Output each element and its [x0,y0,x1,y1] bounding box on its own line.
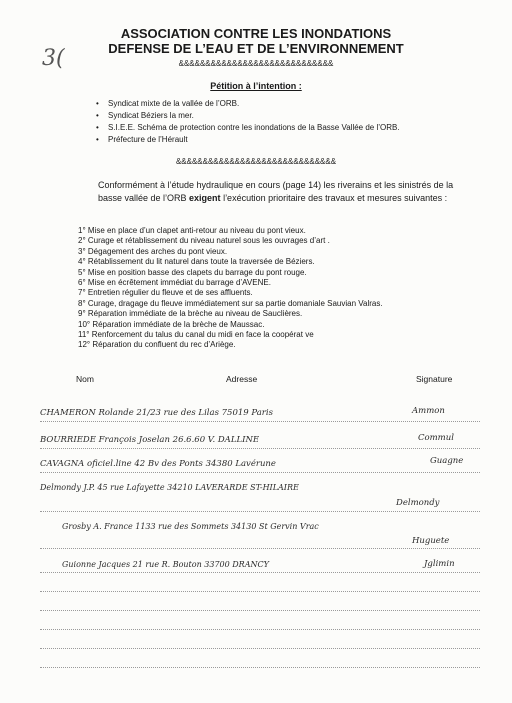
header-line-2: DEFENSE DE L’EAU ET DE L’ENVIRONNEMENT [108,41,404,56]
dotted-line [40,629,480,630]
measure-item: 8° Curage, dragage du fleuve immédiatement sur sa partie domaniale Sauvian Valras. [78,298,383,308]
signature-mark: Commul [418,433,454,443]
measure-item: 7° Entretien régulier du fleuve et de ses affluents. [78,288,253,298]
dotted-line [40,511,480,512]
signer-entry: CHAMERON Rolande 21/23 rue des Lilas 75019 Paris [40,408,273,418]
measure-item: 11° Renforcement du talus du canal du midi en face la coopérat ve [78,330,314,340]
signature-mark: Ammon [412,406,445,416]
measure-item: 9° Réparation immédiate de la brèche au niveau de Sauclières. [78,309,303,319]
measures-list [78,226,383,351]
signer-entry: CAVAGNA oficiel.line 42 Bv des Ponts 34380 Lavérune [40,459,276,469]
recipient-item: • Préfecture de l’Hérault [94,134,400,146]
intro-text-2: l’exécution prioritaire des travaux et mesures suivantes : [220,192,448,203]
signature-mark: Delmondy [396,498,440,508]
header-line-1: ASSOCIATION CONTRE LES INONDATIONS [120,26,392,41]
measure-item: 12° Réparation du confluent du rec d’Ariège. [78,340,236,350]
dotted-line [40,591,480,592]
recipient-item: • Syndicat mixte de la vallée de l’ORB. [94,98,400,110]
header-separator: &&&&&&&&&&&&&&&&&&&&&&&&&&&&& [178,59,334,68]
dotted-line [40,548,480,549]
column-address: Adresse [226,374,258,384]
measure-item: 3° Dégagement des arches du pont vieux. [78,246,228,256]
recipients-list [94,98,400,146]
signature-mark: Jglimin [424,559,455,569]
margin-number: 3( [42,46,65,71]
dotted-line [40,610,480,611]
signature-mark: Guagne [430,456,464,466]
measure-item: 6° Mise en écrêtement immédiat du barrage d’AVENE. [78,278,271,288]
intro-bold: exigent [189,192,221,203]
signer-entry: BOURRIEDE François Joselan 26.6.60 V. DALLINE [40,435,260,445]
signer-entry: Guionne Jacques 21 rue R. Bouton 33700 DRANCY [62,560,269,569]
petition-heading: Pétition à l’intention : [210,81,302,91]
measure-item: 5° Mise en position basse des clapets du barrage du pont rouge. [78,267,307,277]
measure-item: 4° Rétablissement du lit naturel dans toute la traversée de Béziers. [78,257,315,267]
measure-item: 2° Curage et rétablissement du niveau naturel sous les ouvrages d’art . [78,236,330,246]
dotted-line [40,472,480,473]
dotted-line [40,667,480,668]
recipient-item: • S.I.E.E. Schéma de protection contre les inondations de la Basse Vallée de l’ORB. [94,122,400,134]
dotted-line [40,448,480,449]
intro-paragraph [98,179,458,204]
intro-text-1: Conformément à l’étude hydraulique en cours (page 14) les riverains et les sinistrés de la basse vallée de l’ORB [98,180,454,203]
dotted-line [40,421,480,422]
measure-item: 1° Mise en place d’un clapet anti-retour au niveau du pont vieux. [78,226,306,235]
dotted-line [40,648,480,649]
signer-entry: Grosby A. France 1133 rue des Sommets 34130 St Gervin Vrac [62,522,319,531]
column-signature: Signature [416,374,453,384]
recipient-item: • Syndicat Béziers la mer. [94,110,400,122]
measure-item: 10° Réparation immédiate de la brèche de Maussac. [78,319,265,329]
signer-entry: Delmondy J.P. 45 rue Lafayette 34210 LAVERARDE ST-HILAIRE [40,483,299,492]
separator-2: &&&&&&&&&&&&&&&&&&&&&&&&&&&&&& [175,157,337,166]
dotted-line [40,572,480,573]
column-name: Nom [76,374,94,384]
signature-mark: Huguete [412,536,450,546]
